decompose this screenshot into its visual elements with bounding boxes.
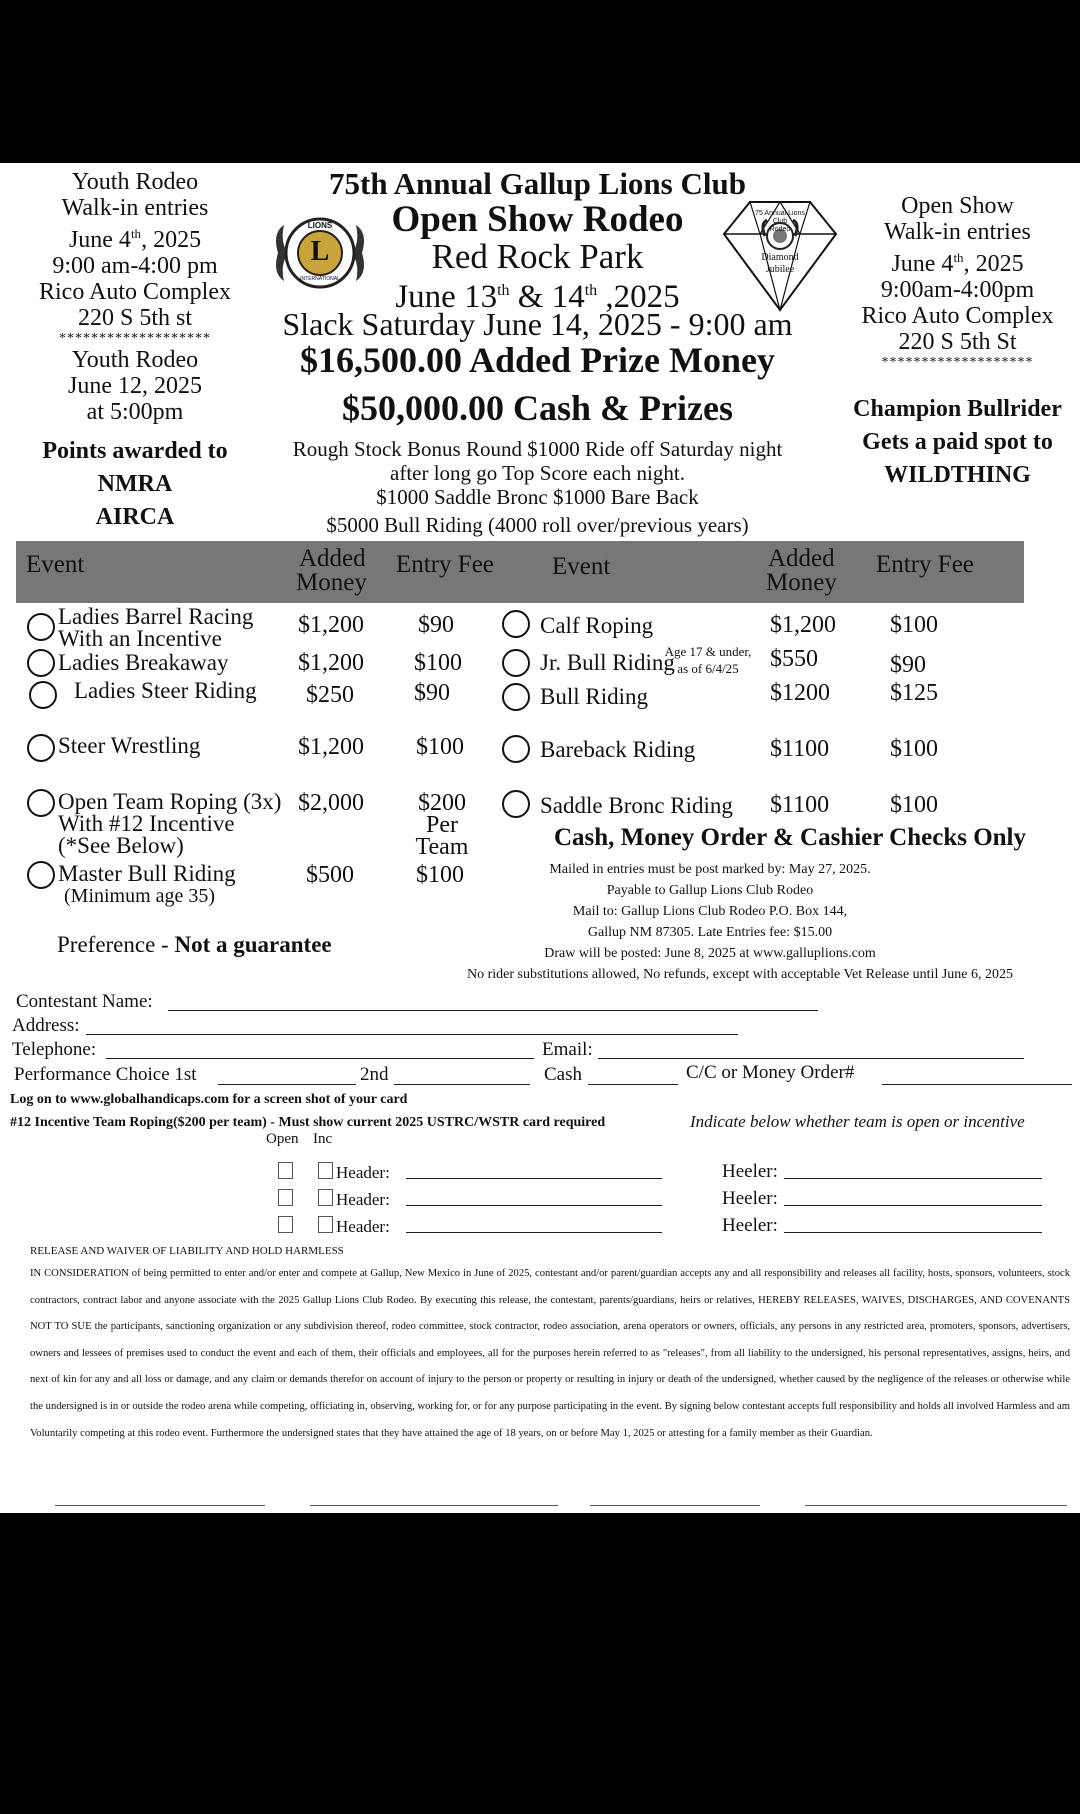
team3-heeler-field[interactable] [784, 1232, 1042, 1233]
saddle-bronc-added: $1100 [770, 792, 830, 818]
bull-riding-added: $1200 [770, 680, 830, 706]
team-roping-fee-per: Per [426, 812, 458, 838]
lions-logo-top: LIONS [307, 221, 333, 230]
steer-riding-fee: $90 [414, 680, 450, 706]
champion-line2: Gets a paid spot to [862, 429, 1053, 455]
open-show-time: 9:00am-4:00pm [880, 277, 1035, 303]
barrel-racing-sub: With an Incentive [58, 626, 222, 651]
barrel-racing-radio[interactable] [27, 613, 55, 641]
team-roping-sub: With #12 Incentive [58, 811, 235, 836]
team1-open-checkbox[interactable] [278, 1162, 293, 1179]
champion-line3: WILDTHING [884, 462, 1031, 488]
youth-rodeo-info [10, 169, 260, 534]
youth-walkin-date: June 4th, 2025 [68, 226, 202, 253]
breakaway-fee: $100 [414, 650, 462, 676]
header-event-right: Event [552, 553, 611, 580]
bonus-line1: Rough Stock Bonus Round $1000 Ride off Saturday night [292, 437, 783, 461]
waiver-body: IN CONSIDERATION of being permitted to enter and/or enter and compete at Gallup, New Mexico in June of 2025, contestant and/or parent/guardian accepts any and all responsibility and releases all facility, hosts, sponsors, volunteers, stock contractors, contract labor and anyone associate with the 2025 Gallup Lions Club Rodeo. By executing this release, the contestant, parents/guardians, heirs or relatives, HEREBY RELEASES, WAIVES, DISCHARGES, AND COVENANTS NOT TO SUE the participants, sanctioning organization or any subdivision thereof, rodeo committee, stock contractor, rodeo association, arena operators or owners, officials, any persons in any restricted area, promoters, sponsors, advertisers, owners and lessees of premises used to conduct the event and each of them, their officials and employees, all for the purposes herein referred to as "releases", from all liability to the undersigned, his personal representatives, assigns, heirs, and next of kin for any and all loss or damage, and any claim or demands therefor on account of injury to the person or property or resulting in injury or death of the undersigned, whether caused by the negligence of the releases or otherwise while the undersigned is in or outside the rodeo arena while competing, officiating in, observing, working for, or for any purpose participating in the event. By signing below contestant accepts full responsibility and holds all involved Harmless and am Voluntarily competing at this rodeo event. Furthermore the undersigned states that they have attained the age of 18 years, on or before May 1, 2025 or attesting for a family member as their Guardian. [30, 1268, 1070, 1439]
calf-roping-radio[interactable] [502, 610, 530, 638]
diamond-bottom: Diamond Jubilee [761, 252, 799, 275]
lions-logo-letter: L [310, 236, 330, 267]
preference-note: Preference - Not a guarantee [57, 932, 332, 957]
points-line3: AIRCA [95, 504, 175, 530]
performance-2nd-label: 2nd [360, 1064, 389, 1085]
team-roping-fee-team: Team [415, 834, 469, 860]
header-added-left: Added [299, 545, 366, 572]
steer-wrestling-added: $1,200 [298, 734, 364, 760]
team1-inc-checkbox[interactable] [318, 1162, 333, 1179]
team2-heeler-label: Heeler: [722, 1188, 778, 1209]
open-show-date: June 4th, 2025 [891, 250, 1024, 277]
cash-label: Cash [544, 1064, 582, 1085]
payment-line1: Mailed in entries must be post marked by: May 27, 2025. [549, 862, 871, 877]
bull-riding-label: Bull Riding [540, 684, 648, 709]
entry-form-document [0, 163, 1080, 1513]
slack-line: Slack Saturday June 14, 2025 - 9:00 am [282, 306, 793, 342]
incentive-note: #12 Incentive Team Roping($200 per team) - Must show current 2025 USTRC/WSTR card required [10, 1115, 606, 1130]
header-money-left: Money [296, 569, 367, 596]
header-event-left: Event [26, 551, 85, 578]
team-roping-fee: $200 [418, 790, 466, 816]
divider-stars: ******************* [59, 331, 211, 346]
title-dates: June 13th & 14th ,2025 [395, 279, 680, 315]
team1-header-label: Header: [336, 1163, 390, 1182]
waiver-title: RELEASE AND WAIVER OF LIABILITY AND HOLD HARMLESS [30, 1245, 344, 1257]
cc-money-order-label: C/C or Money Order# [686, 1062, 855, 1083]
payment-line5: Draw will be posted: June 8, 2025 at www.galluplions.com [544, 946, 876, 961]
breakaway-added: $1,200 [298, 650, 364, 676]
address-field[interactable] [86, 1034, 738, 1035]
calf-roping-fee: $100 [890, 612, 938, 638]
jr-bull-riding-radio[interactable] [502, 649, 530, 677]
payment-headline: Cash, Money Order & Cashier Checks Only [554, 824, 1026, 851]
team2-heeler-field[interactable] [784, 1205, 1042, 1206]
master-bull-riding-sub: (Minimum age 35) [64, 885, 216, 907]
header-fee-left: Entry Fee [396, 551, 494, 578]
signature-line-2[interactable] [310, 1505, 558, 1506]
events-table-header [16, 541, 1024, 603]
inc-col-label: Inc [313, 1131, 333, 1147]
team1-heeler-label: Heeler: [722, 1161, 778, 1182]
steer-wrestling-radio[interactable] [27, 734, 55, 762]
title-line1: 75th Annual Gallup Lions Club [329, 166, 746, 201]
saddle-bronc-radio[interactable] [502, 790, 530, 818]
team3-header-label: Header: [336, 1217, 390, 1236]
team1-header-field[interactable] [406, 1178, 662, 1179]
steer-riding-label: Ladies Steer Riding [74, 678, 257, 703]
open-show-address: 220 S 5th St [898, 329, 1017, 355]
steer-riding-added: $250 [306, 682, 354, 708]
cc-money-order-field[interactable] [882, 1084, 1072, 1085]
calf-roping-label: Calf Roping [540, 613, 654, 638]
team2-inc-checkbox[interactable] [318, 1189, 333, 1206]
cash-field[interactable] [588, 1084, 678, 1085]
cash-prizes: $50,000.00 Cash & Prizes [342, 388, 733, 428]
youth-rodeo-line3: at 5:00pm [86, 399, 184, 425]
diamond-top: 75 Annual Lions Club Rodeo [755, 210, 805, 233]
steer-wrestling-label: Steer Wrestling [58, 733, 201, 758]
team-roping-sub2: (*See Below) [58, 833, 184, 858]
youth-walkin-line2: Walk-in entries [61, 195, 209, 221]
signature-line-3[interactable] [590, 1505, 760, 1506]
team3-inc-checkbox[interactable] [318, 1216, 333, 1233]
steer-wrestling-fee: $100 [416, 734, 464, 760]
signature-line-4[interactable] [805, 1505, 1067, 1506]
address-label: Address: [12, 1015, 80, 1036]
open-show-place: Rico Auto Complex [861, 303, 1054, 329]
youth-rodeo-line2: June 12, 2025 [68, 373, 202, 399]
lions-logo-bottom: INTERNATIONAL [300, 276, 340, 282]
youth-walkin-place: Rico Auto Complex [39, 279, 231, 305]
team-roping-added: $2,000 [298, 790, 364, 816]
open-show-line1: Open Show [901, 193, 1014, 219]
added-prize-money: $16,500.00 Added Prize Money [300, 340, 775, 380]
master-bull-riding-added: $500 [306, 862, 354, 888]
master-bull-riding-radio[interactable] [27, 861, 55, 889]
header-fee-right: Entry Fee [876, 551, 974, 578]
header-money-right: Money [766, 569, 837, 596]
team-roping-label: Open Team Roping (3x) [58, 789, 282, 814]
email-field[interactable] [598, 1058, 1024, 1059]
payment-line4: Gallup NM 87305. Late Entries fee: $15.00 [587, 925, 833, 940]
open-col-label: Open [266, 1131, 299, 1147]
team-roping-radio[interactable] [27, 789, 55, 817]
logon-note: Log on to www.globalhandicaps.com for a screen shot of your card [10, 1092, 408, 1107]
bareback-fee: $100 [890, 736, 938, 762]
payment-line2: Payable to Gallup Lions Club Rodeo [606, 883, 814, 898]
team2-header-field[interactable] [406, 1205, 662, 1206]
bonus-line2: after long go Top Score each night. [390, 461, 685, 485]
performance-1st-field[interactable] [218, 1084, 356, 1085]
breakaway-label: Ladies Breakaway [58, 650, 229, 675]
team3-heeler-label: Heeler: [722, 1215, 778, 1236]
saddle-bronc-label: Saddle Bronc Riding [540, 793, 733, 818]
master-bull-riding-label: Master Bull Riding [58, 861, 236, 886]
saddle-bronc-fee: $100 [890, 792, 938, 818]
bareback-label: Bareback Riding [540, 737, 696, 762]
bonus-line3: $1000 Saddle Bronc $1000 Bare Back [376, 485, 699, 509]
contestant-name-label: Contestant Name: [16, 991, 153, 1012]
payment-line3: Mail to: Gallup Lions Club Rodeo P.O. Box 144, [572, 904, 848, 919]
performance-label: Performance Choice 1st [14, 1064, 197, 1085]
steer-riding-radio[interactable] [29, 681, 57, 709]
telephone-field[interactable] [106, 1058, 534, 1059]
team2-header-label: Header: [336, 1190, 390, 1209]
bonus-line4: $5000 Bull Riding (4000 roll over/previous years) [326, 513, 749, 537]
jr-bull-riding-fee: $90 [890, 652, 926, 678]
barrel-racing-label: Ladies Barrel Racing [58, 604, 254, 629]
breakaway-radio[interactable] [27, 649, 55, 677]
telephone-label: Telephone: [12, 1039, 97, 1060]
indicate-note: Indicate below whether team is open or incentive [690, 1112, 1025, 1131]
title-line2: Open Show Rodeo [391, 199, 684, 240]
calf-roping-added: $1,200 [770, 612, 836, 638]
header-added-right: Added [768, 545, 835, 572]
bareback-radio[interactable] [502, 735, 530, 763]
youth-walkin-address: 220 S 5th st [77, 305, 193, 331]
youth-rodeo-line1: Youth Rodeo [71, 347, 199, 373]
divider-stars: ******************* [881, 355, 1034, 370]
jr-bull-riding-note: Age 17 & under, as of 6/4/25 [664, 644, 752, 676]
email-label: Email: [542, 1039, 593, 1060]
performance-2nd-field[interactable] [394, 1084, 530, 1085]
points-line2: NMRA [97, 471, 173, 497]
barrel-racing-added: $1,200 [298, 612, 364, 638]
barrel-racing-fee: $90 [418, 612, 454, 638]
master-bull-riding-fee: $100 [416, 862, 464, 888]
open-show-info [835, 193, 1080, 492]
team3-header-field[interactable] [406, 1232, 662, 1233]
team3-open-checkbox[interactable] [278, 1216, 293, 1233]
bareback-added: $1100 [770, 736, 830, 762]
bull-riding-fee: $125 [890, 680, 938, 706]
contestant-name-field[interactable] [168, 1010, 818, 1011]
jr-bull-riding-added: $550 [770, 646, 818, 672]
team2-open-checkbox[interactable] [278, 1189, 293, 1206]
champion-line1: Champion Bullrider [853, 396, 1062, 422]
team1-heeler-field[interactable] [784, 1178, 1042, 1179]
open-show-line2: Walk-in entries [884, 219, 1031, 245]
signature-line-1[interactable] [55, 1505, 265, 1506]
points-line1: Points awarded to [42, 438, 228, 464]
jr-bull-riding-label: Jr. Bull Riding [540, 650, 675, 675]
youth-walkin-line1: Youth Rodeo [71, 169, 199, 195]
title-line3: Red Rock Park [431, 237, 644, 276]
payment-line6: No rider substitutions allowed, No refunds, except with acceptable Vet Release until June 6, 2025 [467, 967, 1013, 982]
youth-walkin-time: 9:00 am-4:00 pm [52, 253, 218, 279]
bull-riding-radio[interactable] [502, 683, 530, 711]
